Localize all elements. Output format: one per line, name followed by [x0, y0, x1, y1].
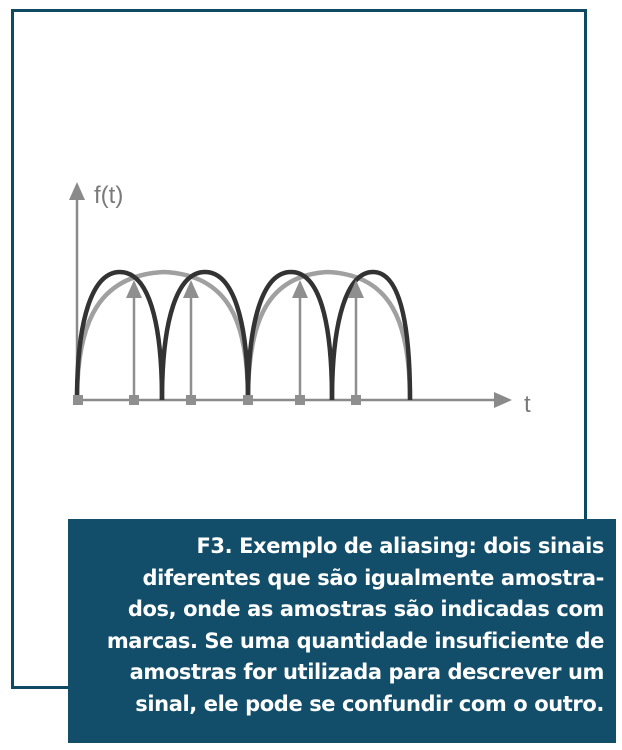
caption-line: marcas. Se uma quantidade insuficiente de — [106, 628, 604, 653]
signal-dark-arch-1 — [77, 272, 162, 400]
sample-marker — [129, 395, 139, 405]
y-axis-label: f(t) — [94, 182, 124, 209]
signal-dark-arch-2 — [162, 272, 248, 400]
sample-marker — [295, 395, 305, 405]
caption-line: diferentes que são igualmente amostra- — [142, 565, 604, 590]
caption-line: sinal, ele pode se confundir com o outro. — [135, 691, 604, 716]
signal-dark-arch-4 — [332, 272, 410, 400]
caption-line: amostras for utilizada para descrever um — [129, 660, 604, 685]
caption-line: F3. Exemplo de aliasing: dois sinais — [196, 534, 604, 558]
sample-marker — [351, 395, 361, 405]
sample-marker — [186, 395, 196, 405]
x-axis-label: t — [524, 391, 531, 418]
sample-marker — [73, 395, 83, 405]
sample-arrow-icon — [292, 280, 308, 298]
figure-caption — [68, 519, 616, 743]
caption-line: dos, onde as amostras são indicadas com — [127, 597, 604, 622]
sample-marker — [243, 395, 253, 405]
x-axis-arrow-icon — [494, 392, 512, 408]
y-axis-arrow-icon — [69, 182, 85, 200]
signal-dark-arch-3 — [248, 272, 332, 400]
